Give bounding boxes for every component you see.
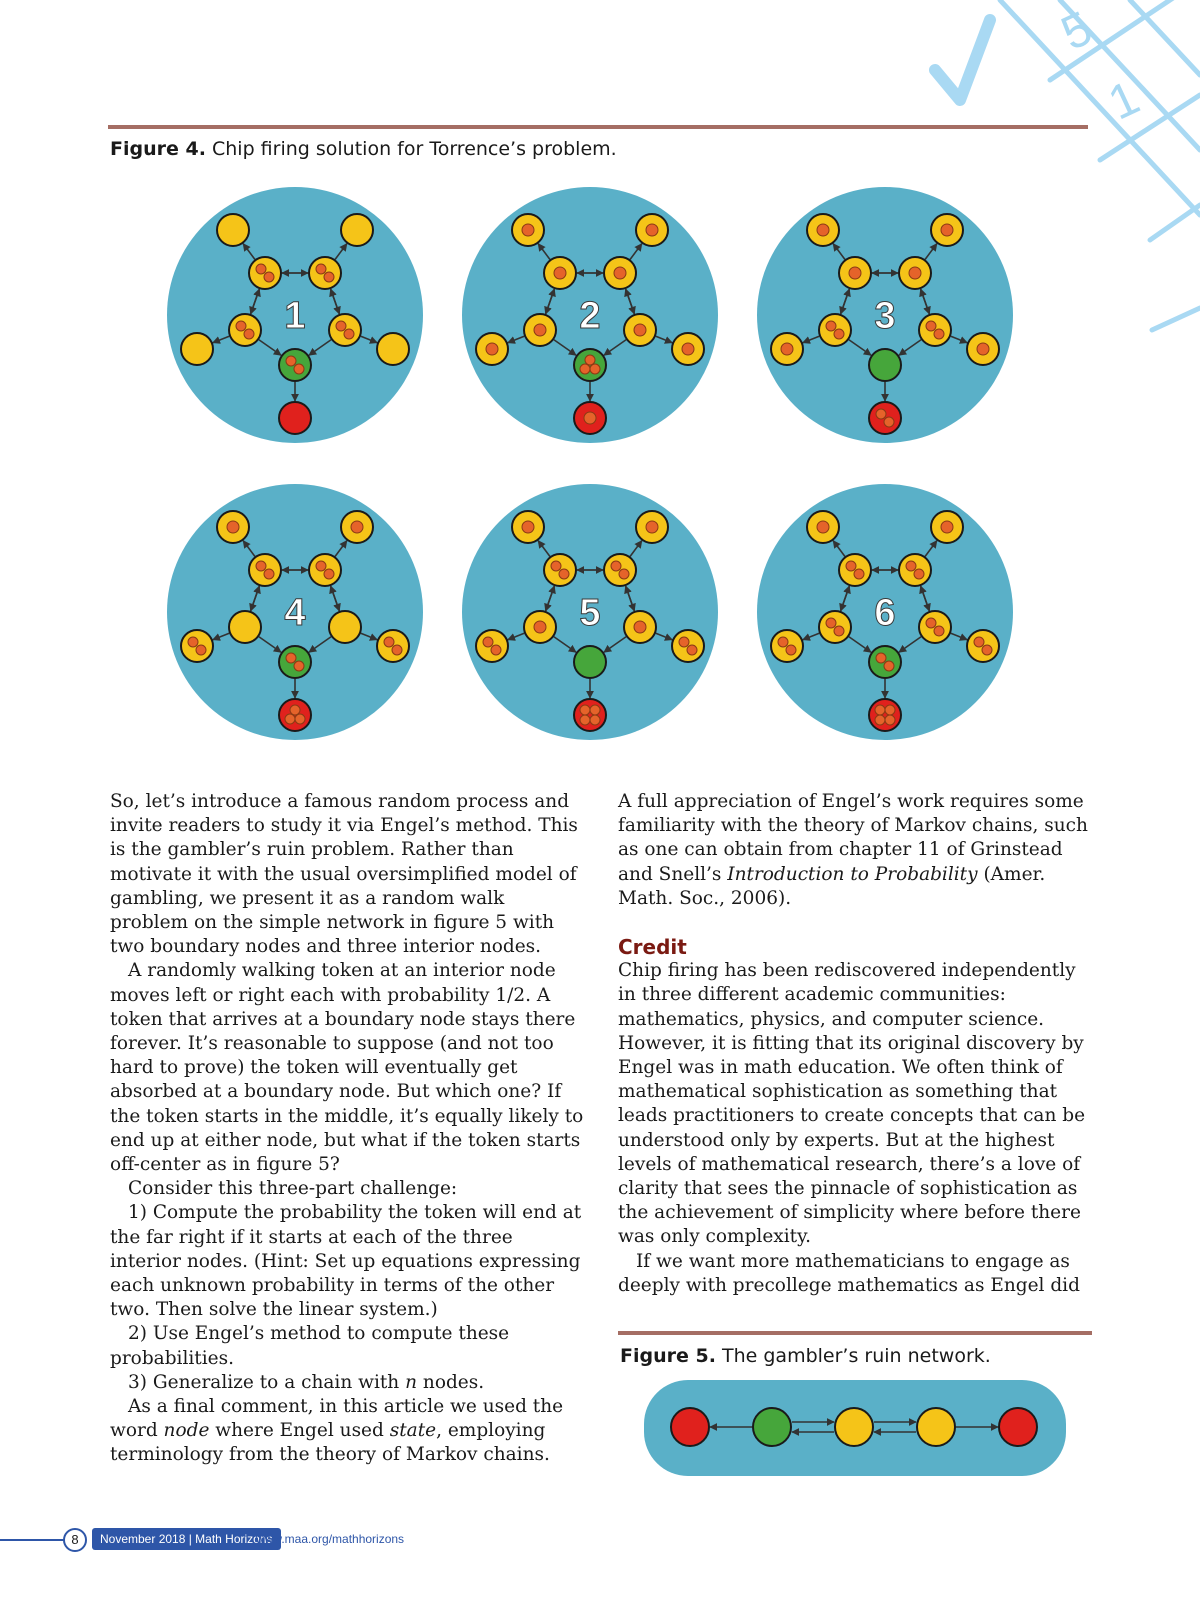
credit-section: [618, 959, 1090, 1298]
chip: [384, 637, 394, 647]
chip-firing-panel: [462, 187, 718, 443]
boundary-node: [377, 333, 409, 365]
target-node: [574, 699, 606, 731]
target-node: [869, 402, 901, 434]
chip: [781, 343, 793, 355]
chip: [682, 343, 694, 355]
chip: [336, 321, 346, 331]
chip: [392, 645, 402, 655]
boundary-node: [181, 333, 213, 365]
chip: [817, 224, 829, 236]
chip: [941, 521, 953, 533]
start-node: [869, 646, 901, 678]
figure5-caption: [620, 1345, 991, 1367]
boundary-node: [476, 630, 508, 662]
chip: [687, 645, 697, 655]
chip: [551, 561, 561, 571]
chip: [256, 561, 266, 571]
chip: [316, 561, 326, 571]
chip: [522, 224, 534, 236]
target-node: [869, 699, 901, 731]
chip: [854, 569, 864, 579]
start-node: [279, 646, 311, 678]
chip: [926, 321, 936, 331]
network-node: [917, 1408, 955, 1446]
start-node: [574, 646, 606, 678]
chip: [324, 569, 334, 579]
figure5-text: The gambler’s ruin network.: [721, 1345, 991, 1367]
left-paragraph: A randomly walking token at an interior node moves left or right each with probability 1/2. A token that arrives at a boundary node stays there forever. It’s reasonable to suppose (and not too hard to prove) the token will eventually get absorbed at a boundary node. But which one? If the token starts in the middle, it’s equally likely to end up at either node, but what if the token starts off-center as in figure 5?: [110, 960, 584, 1176]
figure4-text: Chip firing solution for Torrence’s problem.: [211, 138, 617, 160]
left-paragraph: 3) Generalize to a chain with n nodes.: [128, 1371, 485, 1393]
chip: [196, 645, 206, 655]
chip: [580, 364, 590, 374]
interior-node: [329, 314, 361, 346]
page-footer: [0, 1523, 420, 1557]
chip: [590, 705, 600, 715]
interior-node: [839, 554, 871, 586]
interior-node: [604, 554, 636, 586]
chip: [580, 705, 590, 715]
chip-firing-panel: [167, 187, 423, 443]
start-node: [869, 349, 901, 381]
right-text-column: [618, 790, 1090, 1298]
chip: [646, 521, 658, 533]
chip: [491, 645, 501, 655]
footer-rule: [0, 1539, 64, 1541]
chip: [286, 356, 296, 366]
chip: [634, 324, 646, 336]
grid-digit: 1: [1100, 71, 1148, 131]
chip: [884, 417, 894, 427]
boundary-node: [771, 630, 803, 662]
chip: [286, 653, 296, 663]
left-paragraph: 2) Use Engel’s method to compute these probabilities.: [110, 1323, 510, 1369]
left-paragraph: So, let’s introduce a famous random process and invite readers to study it via Engel’s method. This is the gambler’s ruin problem. Rather than motivate it with the usual oversimplified model of gambling, we present it as a random walk problem on the simple network in figure 5 with two boundary nodes and three interior nodes.: [110, 791, 578, 958]
chip: [875, 715, 885, 725]
panel-number: 4: [284, 592, 306, 634]
chip: [876, 653, 886, 663]
interior-node: [309, 554, 341, 586]
chip: [559, 569, 569, 579]
boundary-node: [672, 630, 704, 662]
chip: [344, 329, 354, 339]
chip: [846, 561, 856, 571]
chip: [914, 569, 924, 579]
left-text-column: [110, 790, 585, 1468]
chip: [826, 321, 836, 331]
chip: [876, 409, 886, 419]
figure4-caption: [110, 138, 617, 160]
credit-paragraph: If we want more mathematicians to engage as deeply with precollege mathematics as Engel did: [618, 1250, 1080, 1296]
interior-node: [919, 314, 951, 346]
figure4-label: Figure 4.: [110, 138, 206, 160]
chip: [236, 321, 246, 331]
chip: [294, 364, 304, 374]
chip: [934, 626, 944, 636]
interior-node: [249, 554, 281, 586]
chip: [885, 715, 895, 725]
chip: [646, 224, 658, 236]
network-node: [835, 1408, 873, 1446]
intro-paragraph: A full appreciation of Engel’s work requires some familiarity with the theory of Markov chains, such as one can obtain from chapter 11 of Grinstead and Snell’s Introduction to Probability (Amer. Math. Soc., 2006).: [618, 791, 1088, 909]
chip: [982, 645, 992, 655]
credit-heading: Credit: [618, 935, 687, 960]
credit-paragraph: Chip firing has been rediscovered independently in three different academic communities: mathematics, physics, and computer science. However, it is fitting that its original discovery by Engel was in math education. We often think of mathematical sophistication as something that leads practitioners to create concepts that can be understood only by experts. But at the highest levels of mathematical research, there’s a love of clarity that sees the pinnacle of sophistication as the achievement of simplicity where before there was only complexity.: [618, 960, 1086, 1248]
chip: [786, 645, 796, 655]
chip: [580, 715, 590, 725]
interior-node: [329, 611, 361, 643]
chip: [285, 714, 295, 724]
target-node: [279, 402, 311, 434]
chip: [590, 364, 600, 374]
chip: [486, 343, 498, 355]
chip: [817, 521, 829, 533]
chip: [875, 705, 885, 715]
interior-node: [819, 611, 851, 643]
interior-node: [919, 611, 951, 643]
boundary-node: [377, 630, 409, 662]
issue-label: November 2018 | Math Horizons: [92, 1528, 281, 1550]
figure-rule: [108, 125, 1088, 129]
interior-node: [819, 314, 851, 346]
chip: [826, 618, 836, 628]
boundary-node: [217, 214, 249, 246]
chip: [849, 267, 861, 279]
network-node: [999, 1408, 1037, 1446]
chip: [188, 637, 198, 647]
chip: [483, 637, 493, 647]
panel-number: 3: [874, 295, 896, 337]
chip: [256, 264, 266, 274]
interior-node: [229, 314, 261, 346]
chip-firing-panel: [167, 484, 423, 740]
chip-firing-panel: [757, 484, 1013, 740]
figure5-network-diagram: [644, 1380, 1066, 1480]
figure4-chip-firing-diagram: [150, 185, 1030, 765]
interior-node: [899, 554, 931, 586]
chip: [885, 705, 895, 715]
grid-digit: 5: [1053, 1, 1101, 61]
checkmark-icon: [935, 20, 990, 100]
chip: [264, 569, 274, 579]
interior-node: [309, 257, 341, 289]
chip: [834, 626, 844, 636]
interior-node: [249, 257, 281, 289]
network-node: [753, 1408, 791, 1446]
figure5-label: Figure 5.: [620, 1345, 716, 1367]
boundary-node: [341, 214, 373, 246]
chip: [522, 521, 534, 533]
chip: [619, 569, 629, 579]
website-link[interactable]: www.maa.org/mathhorizons: [256, 1532, 405, 1546]
chip: [834, 329, 844, 339]
start-node: [279, 349, 311, 381]
network-node: [671, 1408, 709, 1446]
interior-node: [544, 554, 576, 586]
chip: [585, 355, 595, 365]
panel-number: 5: [579, 592, 601, 634]
chip: [290, 705, 300, 715]
chip: [294, 661, 304, 671]
chip-firing-panel: [757, 187, 1013, 443]
chip: [926, 618, 936, 628]
boundary-node: [967, 630, 999, 662]
left-paragraph: As a final comment, in this article we used the word node where Engel used state, employing terminology from the theory of Markov chains.: [110, 1396, 564, 1466]
chip: [244, 329, 254, 339]
boundary-node: [181, 630, 213, 662]
chip: [909, 267, 921, 279]
figure-rule: [618, 1331, 1092, 1335]
chip: [634, 621, 646, 633]
chip: [554, 267, 566, 279]
chip: [351, 521, 363, 533]
chip: [778, 637, 788, 647]
left-paragraph: Consider this three-part challenge:: [128, 1178, 458, 1200]
chip: [906, 561, 916, 571]
chip: [611, 561, 621, 571]
chip: [679, 637, 689, 647]
chip: [590, 715, 600, 725]
panel-number: 2: [579, 295, 601, 337]
panel-number: 6: [874, 592, 896, 634]
chip: [974, 637, 984, 647]
chip: [977, 343, 989, 355]
chip: [934, 329, 944, 339]
chip: [884, 661, 894, 671]
chip: [295, 714, 305, 724]
interior-node: [229, 611, 261, 643]
chip: [534, 621, 546, 633]
chip: [324, 272, 334, 282]
chip: [264, 272, 274, 282]
chip: [534, 324, 546, 336]
panel-number: 1: [284, 295, 306, 337]
chip-firing-panel: [462, 484, 718, 740]
chip: [941, 224, 953, 236]
page-number: 8: [63, 1528, 87, 1552]
chip: [584, 412, 596, 424]
left-paragraph: 1) Compute the probability the token will end at the far right if it starts at each of the three interior nodes. (Hint: Set up equations expressing each unknown probability in terms of the other two. Then solve the linear system.): [110, 1202, 582, 1321]
chip: [227, 521, 239, 533]
chip: [614, 267, 626, 279]
chip: [316, 264, 326, 274]
